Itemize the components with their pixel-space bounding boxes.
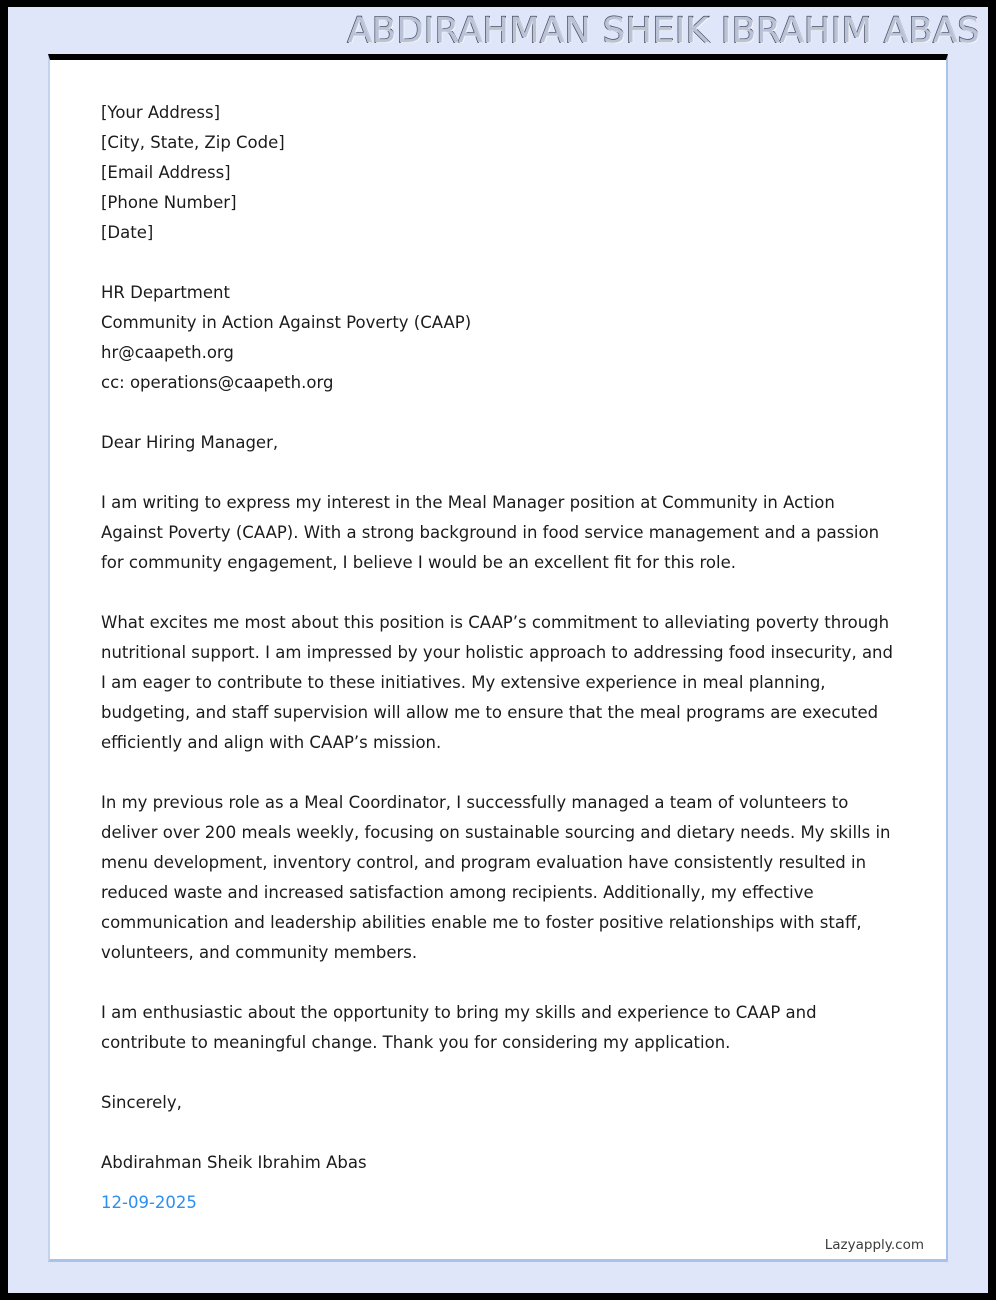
salutation: Dear Hiring Manager, — [101, 433, 279, 452]
recipient-line: Community in Action Against Poverty (CAAP) — [101, 313, 472, 332]
recipient-address-block — [101, 278, 898, 398]
signature-name: Abdirahman Sheik Ibrahim Abas — [101, 1153, 367, 1172]
footer-watermark: Lazyapply.com — [824, 1237, 924, 1253]
recipient-cc-email: cc: operations@caapeth.org — [101, 373, 334, 392]
recipient-email: hr@caapeth.org — [101, 343, 234, 362]
document-header — [8, 7, 988, 55]
sender-address-line: [Email Address] — [101, 163, 231, 182]
recipient-line: HR Department — [101, 283, 230, 302]
closing-phrase: Sincerely, — [101, 1093, 182, 1112]
letter-sheet — [48, 54, 948, 1262]
signature-date: 12-09-2025 — [101, 1193, 197, 1212]
sender-address-line: [Your Address] — [101, 103, 221, 122]
body-paragraph-1: I am writing to express my interest in the Meal Manager position at Community in Action Against Poverty (CAAP). With a strong background in food service management and a passion for community engagement, I believe I would be an excellent fit for this role. — [101, 493, 880, 572]
body-paragraph-4: I am enthusiastic about the opportunity to bring my skills and experience to CAAP and contribute to meaningful change. Thank you for considering my application. — [101, 1003, 817, 1052]
sender-address-line: [City, State, Zip Code] — [101, 133, 285, 152]
sender-address-line: [Phone Number] — [101, 193, 237, 212]
body-paragraph-3: In my previous role as a Meal Coordinator, I successfully managed a team of volunteers to deliver over 200 meals weekly, focusing on sustainable sourcing and dietary needs. My skills in menu development, inventory control, and program evaluation have consistently resulted in reduced waste and increased satisfaction among recipients. Additionally, my effective communication and leadership abilities enable me to foster positive relationships with staff, volunteers, and community members. — [101, 793, 891, 962]
body-paragraph-2: What excites me most about this position is CAAP’s commitment to alleviating poverty through nutritional support. I am impressed by your holistic approach to addressing food insecurity, and I am eager to contribute to these initiatives. My extensive experience in meal planning, budgeting, and staff supervision will allow me to ensure that the meal programs are executed efficiently and align with CAAP’s mission. — [101, 613, 893, 752]
sender-address-block — [101, 98, 898, 248]
page-title: ABDIRAHMAN SHEIK IBRAHIM ABAS — [347, 10, 980, 51]
letter-content — [50, 60, 946, 1218]
sender-address-line: [Date] — [101, 223, 154, 242]
